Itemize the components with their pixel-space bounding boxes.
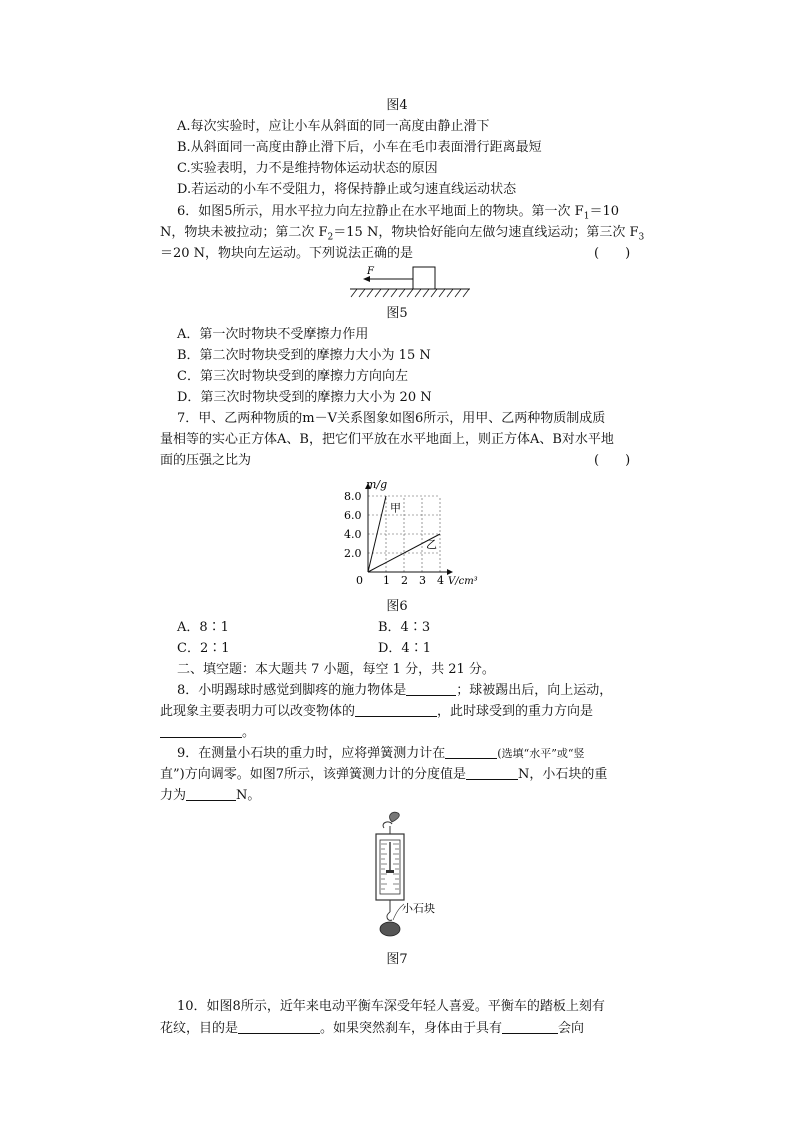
question-6-line-2: N，物块未被拉动；第二次 $F_2=15$ N，物块恰好能向左做匀速直线运动；第三次 $F_3$ xyxy=(160,225,645,243)
q9-blank-3[interactable] xyxy=(186,787,236,801)
q10-blank-2[interactable] xyxy=(502,1020,558,1034)
q9-blank-2[interactable] xyxy=(466,766,518,780)
q6-option-c: C．第三次时物块受到的摩擦力方向向左 xyxy=(177,369,408,384)
q5-option-d: D.若运动的小车不受阻力，将保持静止或匀速直线运动状态 xyxy=(177,182,517,197)
origin-label: 0 xyxy=(356,574,363,587)
figure-6-caption: 图6 xyxy=(386,599,408,614)
q6-option-b: B．第二次时物块受到的摩擦力大小为 15 N xyxy=(177,348,431,363)
ground-hatching xyxy=(351,289,469,297)
y-tick-label: 4.0 xyxy=(344,528,362,541)
q7-option-c: C．2∶1 xyxy=(177,641,230,656)
question-7-line-3: 面的压强之比为 xyxy=(160,453,252,468)
x-tick-label: 4 xyxy=(437,574,444,587)
x-tick-label: 2 xyxy=(401,574,408,587)
q5-option-c: C.实验表明，力不是维持物体运动状态的原因 xyxy=(177,161,438,176)
question-7-line-2: 量相等的实心正方体A、B，把它们平放在水平地面上，则正方体A、B对水平地 xyxy=(160,432,614,447)
question-9-line-1: 9．在测量小石块的重力时，应将弹簧测力计在 (选填“水平”或“竖 xyxy=(177,746,585,761)
question-8-line-3: 。 xyxy=(160,724,255,742)
question-9-line-2: 直”)方向调零。如图7所示，该弹簧测力计的分度值是 N，小石块的重 xyxy=(160,767,608,782)
q9-blank-1[interactable] xyxy=(445,745,497,759)
q6-option-d: D．第三次时物块受到的摩擦力大小为 20 N xyxy=(177,390,432,405)
y-tick-label: 8.0 xyxy=(344,490,362,503)
series-label-2: 乙 xyxy=(426,538,437,551)
stone-label: 小石块 xyxy=(402,902,435,915)
section-2-heading: 二、填空题：本大题共 7 小题，每空 1 分，共 21 分。 xyxy=(177,662,495,677)
question-8-line-1: 8．小明踢球时感觉到脚疼的施力物体是 ；球被踢出后，向上运动， xyxy=(177,683,613,698)
force-label: F xyxy=(367,266,374,277)
q7-option-a: A．8∶1 xyxy=(177,620,229,635)
q8-blank-2[interactable] xyxy=(355,703,437,717)
figure-5-diagram xyxy=(345,262,475,302)
q7-option-b: B．4∶3 xyxy=(378,620,431,635)
x-axis-arrow xyxy=(447,569,453,575)
series-line-1 xyxy=(368,496,386,572)
y-axis-label: m/g xyxy=(366,478,388,491)
q10-blank-1[interactable] xyxy=(238,1020,320,1034)
question-6-line-1: 6．如图5所示，用水平拉力向左拉静止在水平地面上的物块。第一次 $F_1=10$ xyxy=(177,204,619,222)
question-9-line-3: 力为 N。 xyxy=(160,788,261,803)
series-label-1: 甲 xyxy=(390,501,401,515)
question-10-line-2: 花纹，目的是 。如果突然刹车，身体由于具有 会向 xyxy=(160,1021,585,1036)
question-7-line-1: 7．甲、乙两种物质的m－V关系图象如图6所示，用甲、乙两种物质制成质 xyxy=(177,411,606,426)
figure-7-spring-scale xyxy=(362,808,452,948)
x-axis-label: V/cm³ xyxy=(448,576,478,587)
question-6-line-3: ＝20 N，物块向左运动。下列说法正确的是 xyxy=(160,246,414,261)
block xyxy=(413,267,435,289)
figure-6-chart xyxy=(330,474,480,592)
y-tick-label: 6.0 xyxy=(344,509,362,522)
question-8-line-2: 此现象主要表明力可以改变物体的 ，此时球受到的重力方向是 xyxy=(160,704,594,719)
top-hook xyxy=(383,822,392,828)
small-stone xyxy=(380,922,400,936)
question-10-line-1: 10．如图8所示，近年来电动平衡车深受年轻人喜爱。平衡车的踏板上刻有 xyxy=(177,999,605,1014)
q5-option-b: B.从斜面同一高度由静止滑下后，小车在毛巾表面滑行距离最短 xyxy=(177,140,542,155)
q8-blank-1[interactable] xyxy=(406,682,456,696)
x-tick-label: 1 xyxy=(383,574,390,587)
figure-4-caption: 图4 xyxy=(386,98,408,113)
figure-7-caption: 图7 xyxy=(386,952,408,967)
q8-blank-3[interactable] xyxy=(160,724,242,738)
q7-option-d: D．4∶1 xyxy=(378,641,431,656)
hand-holding-scale xyxy=(390,812,400,822)
chart-grid xyxy=(368,496,440,572)
question-7-answer-paren: ( ) xyxy=(594,453,631,468)
question-6-answer-paren: ( ) xyxy=(594,246,631,261)
y-tick-label: 2.0 xyxy=(344,547,362,560)
figure-5-caption: 图5 xyxy=(386,306,408,321)
q5-option-a: A.每次实验时，应让小车从斜面的同一高度由静止滑下 xyxy=(177,119,490,134)
bottom-hook xyxy=(387,912,392,920)
scale-pointer xyxy=(386,870,394,873)
x-tick-label: 3 xyxy=(419,574,426,587)
q6-option-a: A．第一次时物块不受摩擦力作用 xyxy=(177,327,369,342)
